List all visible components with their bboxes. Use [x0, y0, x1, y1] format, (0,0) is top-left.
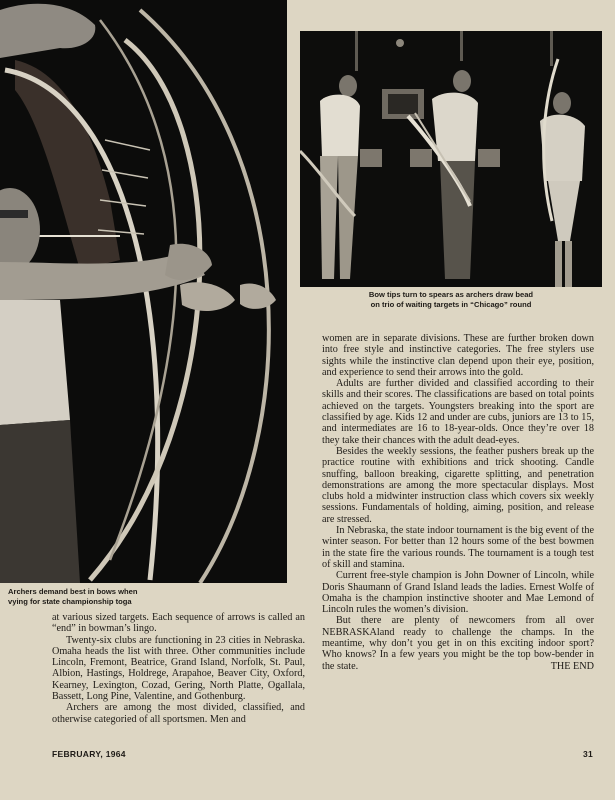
archer-bow-illustration — [0, 0, 287, 583]
last-paragraph-text: But there are plenty of newcomers from all over NEBRASKAland ready to challenge the champs. In the meantime, why don’t you get in on this exciting indoor sport? Who knows? In a few years you might be the top bow-bender in the state. — [322, 615, 594, 672]
article-column-left — [52, 612, 305, 725]
article-paragraph: Archers are among the most divided, classified, and otherwise categoried of all sportsmen. Men and — [52, 702, 305, 725]
left-caption-line-1: Archers demand best in bows when — [8, 587, 138, 596]
article-paragraph-last — [322, 615, 594, 671]
article-paragraph: In Nebraska, the state indoor tournament is the big event of the winter season. For better than 12 hours some of the best bowmen in the state fire the various rounds. The tournament is a tough test of skill and stamina. — [322, 525, 594, 570]
article-column-right — [322, 333, 594, 672]
article-paragraph: women are in separate divisions. These are further broken down into free style and instinctive categories. The free stylers use sights while the instinctive clan depend upon their eye, position, and experience to send their arrows into the gold. — [322, 333, 594, 378]
footer-issue-date: FEBRUARY, 1964 — [52, 749, 126, 759]
left-caption-line-2: vying for state championship toga — [8, 597, 132, 606]
article-paragraph: at various sized targets. Each sequence of arrows is called an “end” in bowman’s lingo. — [52, 612, 305, 635]
end-mark: THE END — [550, 660, 594, 672]
archers-range-photo — [300, 31, 602, 287]
right-caption-line-1: Bow tips turn to spears as archers draw bead — [368, 290, 534, 299]
archer-bow-photo — [0, 0, 287, 583]
archers-range-illustration — [300, 31, 602, 287]
article-paragraph: Besides the weekly sessions, the feather pushers break up the practice routine with exhibitions and trick shooting. Candle snuffing, balloon breaking, cigarette splitting, and penetration demonstrations are among the more spectacular displays. Most clubs hold a midwinter instruction class which covers six weekly sessions. Fundamentals of holding, aiming, position, and release are stressed. — [322, 445, 594, 525]
article-paragraph: Adults are further divided and classified according to their skills and their scores. The classifications are based on total points achieved on the targets. Youngsters breaking into the sport are classified by age. Kids 12 and under are cubs, juniors are 13 to 15, and intermediates are 16 to 18-year-olds. Once they’re over 18 they take their chances with the adult dead-eyes. — [322, 378, 594, 446]
article-paragraph: Current free-style champion is John Downer of Lincoln, while Doris Shaumann of Grand Island leads the ladies. Ernest Wolfe of Omaha is the champion instinctive shooter and Mae Lemond of Lincoln rules the women’s division. — [322, 570, 594, 616]
right-caption-line-2: on trio of waiting targets in “Chicago” round — [370, 300, 532, 309]
article-paragraph: Twenty-six clubs are functioning in 23 cities in Nebraska. Omaha heads the list with three. Other communities include Lincoln, Fremont, Beatrice, Grand Island, Norfolk, St. Paul, Albion, Hastings, Holdrege, Arapahoe, Beaver City, Oxford, Kearney, Lexington, Cozad, Gering, North Platte, Ogallala, Bassett, Long Pine, Valentine, and Gothenburg. — [52, 634, 305, 703]
footer-page-number: 31 — [582, 749, 593, 759]
left-photo-caption — [8, 587, 278, 607]
right-photo-caption — [300, 290, 602, 310]
